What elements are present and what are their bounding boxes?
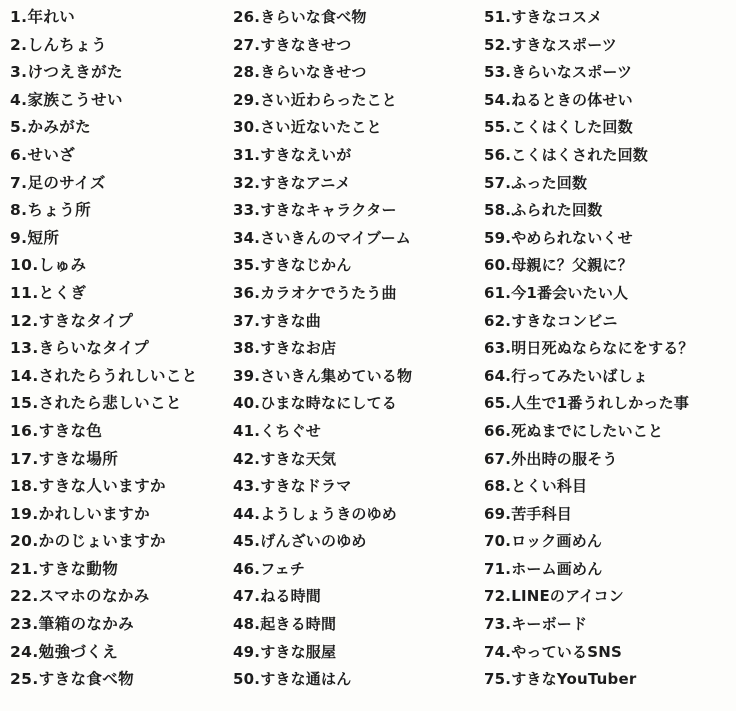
question-item [10, 363, 232, 391]
question-number: 45. [233, 532, 261, 551]
question-item [484, 170, 734, 198]
question-number: 49. [233, 642, 261, 661]
question-text: とくぎ [38, 283, 87, 302]
question-number: 38. [233, 339, 261, 358]
question-number: 30. [233, 118, 261, 137]
question-text: さいきんのマイブーム [260, 228, 411, 247]
question-number: 3. [10, 63, 28, 82]
question-column-1 [10, 4, 232, 694]
question-item [10, 639, 232, 667]
question-text: こくはくされた回数 [511, 145, 648, 164]
question-text: きらいなタイプ [38, 339, 150, 358]
question-number: 19. [10, 504, 39, 523]
question-item [484, 280, 734, 308]
question-item [10, 473, 232, 501]
question-item [10, 335, 232, 363]
question-text: ようしょうきのゆめ [260, 504, 397, 523]
question-text: 人生で1番うれしかった事 [511, 394, 690, 413]
question-number: 43. [233, 477, 261, 496]
question-text: カラオケでうたう曲 [260, 283, 397, 302]
question-text: すきなきせつ [260, 35, 352, 54]
question-text: LINEのアイコン [511, 587, 624, 606]
question-number: 61. [484, 283, 512, 302]
question-item [484, 142, 734, 170]
question-item [484, 114, 734, 142]
question-text: 勉強づくえ [38, 642, 119, 661]
question-item [484, 666, 734, 694]
question-number: 9. [10, 228, 28, 247]
question-item [233, 170, 481, 198]
question-item [484, 501, 734, 529]
question-number: 32. [233, 173, 261, 192]
question-item [233, 142, 481, 170]
question-text: やっているSNS [511, 642, 622, 661]
question-text: すきな服屋 [260, 642, 337, 661]
question-number: 51. [484, 8, 512, 26]
question-number: 35. [233, 256, 261, 275]
question-item [10, 59, 232, 87]
question-item [484, 4, 734, 32]
question-column-2 [233, 4, 481, 694]
question-number: 23. [10, 615, 39, 634]
question-item [233, 666, 481, 694]
question-text: されたら悲しいこと [38, 394, 182, 413]
question-number: 53. [484, 63, 512, 82]
question-item [233, 390, 481, 418]
question-number: 33. [233, 201, 261, 220]
question-number: 24. [10, 642, 39, 661]
question-item [484, 528, 734, 556]
question-text: すきな色 [38, 421, 103, 440]
question-item [10, 170, 232, 198]
question-text: 筆箱のなかみ [38, 615, 135, 634]
question-text: とくい科目 [511, 477, 588, 496]
question-number: 58. [484, 201, 512, 220]
question-number: 16. [10, 421, 39, 440]
question-item [233, 418, 481, 446]
question-number: 1. [10, 8, 28, 26]
question-text: しゅみ [38, 256, 87, 275]
question-text: ひまな時なにしてる [260, 394, 397, 413]
question-text: フェチ [260, 559, 306, 578]
question-text: すきな動物 [38, 559, 119, 578]
question-number: 36. [233, 283, 261, 302]
question-number: 26. [233, 8, 261, 26]
question-column-3 [484, 4, 734, 694]
question-item [233, 528, 481, 556]
question-number: 2. [10, 35, 28, 54]
question-text: 短所 [27, 228, 60, 247]
question-item [484, 418, 734, 446]
question-number: 54. [484, 90, 512, 109]
question-number: 70. [484, 532, 512, 551]
question-item [10, 583, 232, 611]
question-text: くちぐせ [260, 421, 321, 440]
question-number: 46. [233, 559, 261, 578]
question-number: 67. [484, 449, 512, 468]
question-number: 25. [10, 670, 39, 689]
question-item [484, 225, 734, 253]
question-number: 60. [484, 256, 512, 275]
question-number: 39. [233, 366, 261, 385]
question-number: 42. [233, 449, 261, 468]
question-item [484, 87, 734, 115]
question-item [10, 4, 232, 32]
question-number: 37. [233, 311, 261, 330]
question-text: ちょう所 [27, 201, 92, 220]
question-text: スマホのなかみ [38, 587, 150, 606]
question-text: 今1番会いたい人 [511, 283, 629, 302]
question-item [10, 197, 232, 225]
question-number: 10. [10, 256, 39, 275]
question-number: 59. [484, 228, 512, 247]
question-text: ねるときの体せい [511, 90, 633, 109]
question-text: やめられないくせ [511, 228, 633, 247]
question-text: 行ってみたいばしょ [511, 366, 648, 385]
question-text: すきなYouTuber [511, 670, 637, 689]
question-text: すきな人いますか [38, 477, 166, 496]
question-text: すきなじかん [260, 256, 352, 275]
question-number: 21. [10, 559, 39, 578]
question-item [233, 114, 481, 142]
question-item [484, 446, 734, 474]
question-item [10, 87, 232, 115]
question-text: すきなアニメ [260, 173, 351, 192]
question-text: 母親に？父親に？ [511, 256, 633, 275]
question-number: 75. [484, 670, 512, 689]
question-item [233, 501, 481, 529]
question-item [10, 556, 232, 584]
question-text: かのじょいますか [38, 532, 166, 551]
question-number: 27. [233, 35, 261, 54]
question-text: 足のサイズ [27, 173, 106, 192]
question-text: 年れい [27, 8, 76, 26]
question-text: きらいな食べ物 [260, 8, 367, 26]
question-text: 外出時の服そう [511, 449, 618, 468]
question-text: すきなコンビニ [511, 311, 618, 330]
question-text: かれしいますか [38, 504, 150, 523]
question-text: 家族こうせい [27, 90, 123, 109]
question-item [484, 611, 734, 639]
question-text: すきな場所 [38, 449, 119, 468]
question-number: 4. [10, 90, 28, 109]
question-number: 72. [484, 587, 512, 606]
question-item [10, 611, 232, 639]
question-number: 28. [233, 63, 261, 82]
question-item [233, 59, 481, 87]
question-item [484, 639, 734, 667]
question-number: 68. [484, 477, 512, 496]
question-number: 50. [233, 670, 261, 689]
question-text: ふられた回数 [511, 201, 603, 220]
question-item [10, 252, 232, 280]
question-number: 31. [233, 145, 261, 164]
question-item [10, 666, 232, 694]
question-number: 47. [233, 587, 261, 606]
question-text: すきな食べ物 [38, 670, 135, 689]
question-number: 44. [233, 504, 261, 523]
question-item [233, 280, 481, 308]
question-text: すきなスポーツ [511, 35, 617, 54]
question-text: キーボード [511, 615, 588, 634]
question-text: きらいなスポーツ [511, 63, 633, 82]
question-text: ロック画めん [511, 532, 603, 551]
question-number: 20. [10, 532, 39, 551]
question-number: 5. [10, 118, 28, 137]
question-text: すきなタイプ [38, 311, 134, 330]
question-number: 56. [484, 145, 512, 164]
question-text: こくはくした回数 [511, 118, 633, 137]
question-text: さいきん集めている物 [260, 366, 413, 385]
question-number: 14. [10, 366, 39, 385]
question-number: 71. [484, 559, 512, 578]
question-text: せいざ [27, 145, 76, 164]
question-item [10, 225, 232, 253]
question-number: 6. [10, 145, 28, 164]
question-text: すきな通はん [260, 670, 352, 689]
question-item [233, 363, 481, 391]
question-number: 66. [484, 421, 512, 440]
question-item [233, 32, 481, 60]
question-item [233, 446, 481, 474]
question-item [233, 197, 481, 225]
question-number: 34. [233, 228, 261, 247]
question-number: 48. [233, 615, 261, 634]
question-item [484, 252, 734, 280]
question-number: 41. [233, 421, 261, 440]
question-text: すきなキャラクター [260, 201, 397, 220]
question-item [10, 114, 232, 142]
question-item [10, 446, 232, 474]
question-number: 29. [233, 90, 261, 109]
question-text: げんざいのゆめ [260, 532, 367, 551]
question-number: 8. [10, 201, 28, 220]
question-item [10, 418, 232, 446]
question-text: すきなドラマ [260, 477, 352, 496]
question-item [484, 556, 734, 584]
question-text: すきな天気 [260, 449, 337, 468]
question-number: 13. [10, 339, 39, 358]
question-text: 起きる時間 [260, 615, 337, 634]
question-item [233, 583, 481, 611]
question-text: けつえきがた [27, 63, 123, 82]
question-item [484, 335, 734, 363]
question-item [484, 32, 734, 60]
question-item [233, 611, 481, 639]
question-item [484, 363, 734, 391]
question-number: 64. [484, 366, 512, 385]
question-item [10, 32, 232, 60]
question-item [233, 556, 481, 584]
question-text: きらいなきせつ [260, 63, 367, 82]
question-text: されたらうれしいこと [38, 366, 198, 385]
question-item [10, 142, 232, 170]
question-number: 15. [10, 394, 39, 413]
question-number: 73. [484, 615, 512, 634]
question-text: かみがた [27, 118, 92, 137]
question-text: ねる時間 [260, 587, 321, 606]
question-number: 57. [484, 173, 512, 192]
question-item [484, 308, 734, 336]
question-number: 74. [484, 642, 512, 661]
question-text: 苦手科目 [511, 504, 572, 523]
question-item [484, 390, 734, 418]
question-item [233, 473, 481, 501]
question-item [484, 473, 734, 501]
question-item [233, 225, 481, 253]
question-number: 65. [484, 394, 512, 413]
question-item [484, 197, 734, 225]
question-number: 62. [484, 311, 512, 330]
question-item [484, 59, 734, 87]
question-number: 12. [10, 311, 39, 330]
question-text: すきなお店 [260, 339, 337, 358]
question-number: 18. [10, 477, 39, 496]
question-item [10, 390, 232, 418]
question-number: 55. [484, 118, 512, 137]
question-item [233, 335, 481, 363]
question-item [233, 308, 481, 336]
question-number: 69. [484, 504, 512, 523]
question-item [10, 528, 232, 556]
question-text: すきな曲 [260, 311, 321, 330]
question-number: 11. [10, 283, 39, 302]
question-item [10, 501, 232, 529]
question-text: さい近わらったこと [260, 90, 397, 109]
question-item [233, 252, 481, 280]
question-item [233, 4, 481, 32]
question-number: 22. [10, 587, 39, 606]
question-number: 40. [233, 394, 261, 413]
question-item [233, 87, 481, 115]
question-item [484, 583, 734, 611]
question-number: 52. [484, 35, 512, 54]
question-text: ふった回数 [511, 173, 588, 192]
question-text: 明日死ぬならなにをする？ [511, 339, 694, 358]
question-number: 7. [10, 173, 28, 192]
question-text: すきなえいが [260, 145, 352, 164]
question-text: 死ぬまでにしたいこと [511, 421, 664, 440]
question-item [10, 308, 232, 336]
question-number: 17. [10, 449, 39, 468]
question-text: ホーム画めん [511, 559, 603, 578]
question-item [233, 639, 481, 667]
question-text: すきなコスメ [511, 8, 603, 26]
question-number: 63. [484, 339, 512, 358]
question-text: しんちょう [27, 35, 107, 54]
question-text: さい近ないたこと [260, 118, 382, 137]
question-item [10, 280, 232, 308]
